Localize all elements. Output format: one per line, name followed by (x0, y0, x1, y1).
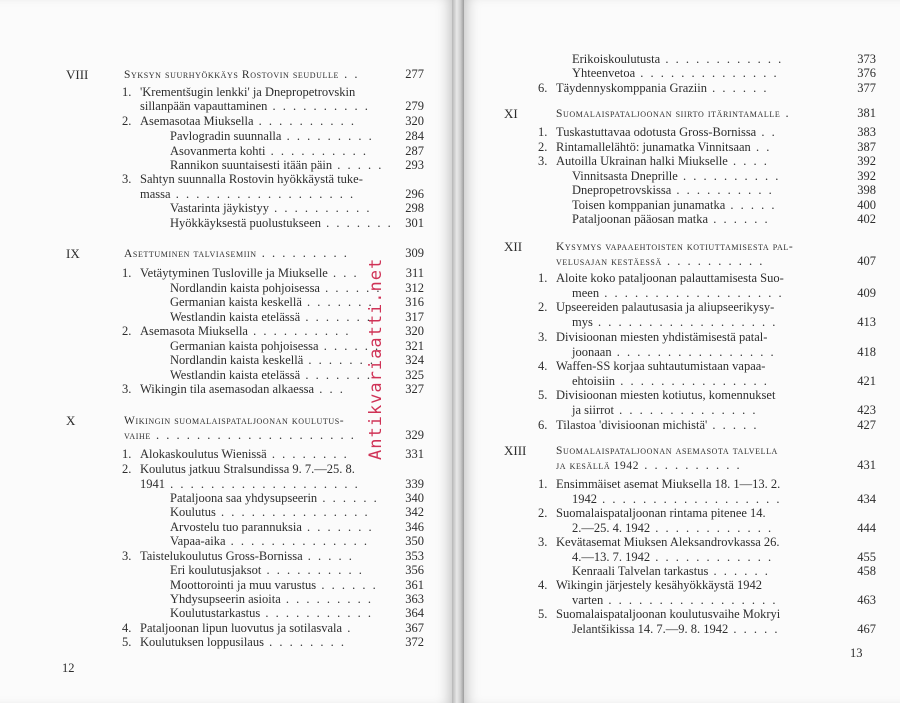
dot-leaders: . . . . . . . . . . (247, 324, 351, 338)
dot-leaders: . . . . . . (319, 281, 382, 295)
toc-entry-title: Vinnitsasta Dneprille (572, 169, 678, 183)
toc-page-number: 321 (405, 339, 424, 353)
dot-leaders: . . . . . . . . . . . . . . . . . . (170, 187, 356, 201)
dot-leaders: . . . . . . . . . (256, 246, 349, 260)
toc-entry-title: varten (572, 593, 604, 607)
toc-entry-number: 4. (538, 359, 548, 373)
toc-entry-title: Arvostelu tuo parannuksia (170, 520, 302, 534)
toc-page-number: 301 (405, 216, 424, 230)
toc-page-number: 284 (405, 129, 424, 143)
toc-entry-title: Vapaa-aika (170, 534, 226, 548)
toc-entry-number: 5. (122, 635, 132, 649)
toc-entry-title: Tilastoa 'divisioonan michistä' (556, 418, 708, 432)
toc-entry-title: mys (572, 315, 593, 329)
toc-entry-title: ehtoisiin (572, 374, 616, 388)
toc-entry-number: 6. (538, 81, 548, 95)
toc-entry-title: Autoilla Ukrainan halki Miukselle (556, 154, 728, 168)
toc-page-number: 409 (857, 286, 876, 300)
toc-entry-number: 2. (122, 114, 132, 128)
toc-page-number: 277 (405, 67, 424, 81)
toc-entry-title: Divisioonan miesten kotiutus, komennukset (556, 388, 776, 402)
toc-page-number: 376 (857, 66, 876, 80)
chapter-roman-numeral: X (66, 413, 76, 428)
toc-entry-number: 4. (122, 621, 132, 635)
toc-page-number: 392 (857, 154, 876, 168)
toc-entry-title: ja kesällä 1942 (556, 460, 640, 472)
dot-leaders: . . . . . . . . . . . . . . . . . . (597, 492, 782, 506)
toc-entry-title: meen (572, 286, 600, 300)
toc-entry-title: vaihe (124, 430, 151, 442)
toc-page-number: 293 (405, 158, 424, 172)
toc-page-number: 383 (857, 125, 876, 139)
toc-entry-title: Aloite koko pataljoonan palauttamisesta Suo- (556, 271, 784, 285)
toc-page-number: 324 (405, 353, 424, 367)
toc-entry-number: 2. (538, 300, 548, 314)
toc-entry-title: joonaan (572, 345, 612, 359)
toc-entry-number: 2. (538, 506, 548, 520)
toc-entry-title: Kevätasemat Miuksen Aleksandrovkassa 26. (556, 535, 780, 549)
toc-page-number: 353 (405, 549, 424, 563)
toc-page-number: 329 (405, 428, 424, 442)
book-gutter (452, 0, 464, 703)
toc-entry-title: massa (140, 187, 171, 201)
toc-page-number: 427 (857, 418, 876, 432)
dot-leaders: . . (750, 140, 772, 154)
toc-page-number: 287 (405, 144, 424, 158)
watermark: Antikvariaatti.net (366, 257, 386, 460)
dot-leaders: . . . . . . . (301, 295, 374, 309)
dot-leaders: . . . . . . (708, 564, 770, 578)
toc-entry-number: 4. (538, 578, 548, 592)
toc-entry-title: Kysymys vapaaehtoisten kotiuttamisesta pal- (556, 241, 794, 253)
toc-page-number: 350 (405, 534, 424, 548)
dot-leaders: . . . . . . . (321, 216, 393, 230)
toc-entry-number: 2. (538, 140, 548, 154)
dot-leaders: . . . . . . . (303, 353, 376, 367)
toc-page-number: 402 (857, 212, 876, 226)
dot-leaders: . . . . . . . . . . (265, 144, 368, 158)
toc-entry-title: Jelantšikissa 14. 7.—9. 8. 1942 (572, 622, 729, 636)
toc-entry-title: Pataljoonan lipun luovutus ja sotilasvala (140, 621, 343, 635)
dot-leaders: . . . . . . (708, 212, 770, 226)
toc-entry-title: Suomalaispataljoonan asemasota talvella (556, 445, 778, 457)
toc-page-number: 387 (857, 140, 876, 154)
dot-leaders: . . . . . . . . . (280, 592, 373, 606)
toc-entry-title: Koulutus (170, 505, 216, 519)
toc-entry-title: Koulutuksen loppusilaus (140, 635, 264, 649)
toc-entry-title: Alokaskoulutus Wienissä (140, 447, 267, 461)
toc-entry-number: 1. (538, 477, 548, 491)
toc-entry-title: Rintamallelähtö: junamatka Vinnitsaan (556, 140, 751, 154)
dot-leaders: . . (338, 67, 360, 81)
toc-entry-title: Wikingin tila asemasodan alkaessa (140, 382, 315, 396)
dot-leaders: . . . . . . . . . . . . (660, 52, 784, 66)
toc-entry-title: Yhdysupseerin asioita (170, 592, 281, 606)
toc-entry-title: Germanian kaista pohjoisessa (170, 339, 319, 353)
toc-page-number: 327 (405, 382, 424, 396)
toc-entry-title: Kenraali Talvelan tarkastus (572, 564, 709, 578)
toc-entry-number: 5. (538, 388, 548, 402)
dot-leaders: . . (756, 125, 777, 139)
dot-leaders: . . . . . . . . . . (253, 114, 357, 128)
toc-page-number: 434 (857, 492, 876, 506)
toc-entry-title: Ensimmäiset asemat Miuksella 18. 1—13. 2. (556, 477, 781, 491)
toc-entry-title: Waffen-SS korjaa suhtautumistaan vapaa- (556, 359, 766, 373)
toc-entry-title: 2.—25. 4. 1942 (572, 521, 651, 535)
toc-page-number: 342 (405, 505, 424, 519)
toc-entry-title: Upseereiden palautusasia ja aliupseerikysy- (556, 300, 775, 314)
toc-page-number: 346 (405, 520, 424, 534)
toc-entry-number: 6. (538, 418, 548, 432)
dot-leaders: . . . . . . . . . . (261, 563, 364, 577)
toc-entry-title: Wikingin järjestely kesähyökkäystä 1942 (556, 578, 763, 592)
left-page-number: 12 (62, 661, 75, 675)
dot-leaders: . . . . . . . . (266, 447, 349, 461)
toc-entry-number: 3. (122, 382, 132, 396)
dot-leaders: . . . . . (728, 622, 780, 636)
toc-entry-title: 4.—13. 7. 1942 (572, 550, 651, 564)
toc-page-number: 356 (405, 563, 424, 577)
toc-page-number: 372 (405, 635, 424, 649)
toc-entry-title: Sahtyn suunnalla Rostovin hyökkäystä tuke- (140, 172, 363, 186)
toc-entry-number: 1. (122, 266, 132, 280)
dot-leaders: . . . . . (725, 198, 777, 212)
toc-entry-title: Rannikon suuntaisesti itään päin (170, 158, 333, 172)
toc-page-number: 413 (857, 315, 876, 329)
toc-page-number: 279 (405, 99, 424, 113)
dot-leaders: . . . . . . . . . . (639, 458, 742, 472)
toc-page-number: 363 (405, 592, 424, 606)
toc-page-number: 418 (857, 345, 876, 359)
toc-entry-title: Asovanmerta kohti (170, 144, 266, 158)
dot-leaders: . . . . . . . . . (281, 129, 374, 143)
dot-leaders: . . . . . . . . . . . . . . . . . . (592, 315, 778, 329)
toc-entry-title: Dnepropetrovskissa (572, 183, 672, 197)
toc-entry-title: 1941 (140, 477, 165, 491)
toc-entry-title: Westlandin kaista etelässä (170, 368, 301, 382)
toc-page-number: 296 (405, 187, 424, 201)
toc-page-number: 458 (857, 564, 876, 578)
dot-leaders: . . . . . . . . . . (671, 183, 774, 197)
dot-leaders: . . . . . . . . . . . . . . . (615, 374, 769, 388)
toc-page-number: 377 (857, 81, 876, 95)
toc-page-number: 463 (857, 593, 876, 607)
toc-entry-number: 3. (538, 154, 548, 168)
dot-leaders: . . . . . . . . . . . . . . (225, 534, 370, 548)
dot-leaders: . . . . . . . . . . . (260, 606, 374, 620)
toc-entry-number: 3. (122, 549, 132, 563)
toc-entry-title: Pataljoona saa yhdysupseerin (170, 491, 318, 505)
toc-entry-title: Divisioonan miesten yhdistämisestä patal- (556, 330, 768, 344)
toc-page-number: 455 (857, 550, 876, 564)
toc-page-number: 398 (857, 183, 876, 197)
toc-entry-title: Suomalaispataljoonan siirto itärintamalle (556, 108, 781, 120)
right-toc (464, 0, 900, 703)
toc-entry-title: Toisen komppanian junamatka (572, 198, 726, 212)
toc-entry-number: 3. (122, 172, 132, 186)
toc-entry-title: Täydennyskomppania Graziin (556, 81, 707, 95)
toc-entry-title: Asemasota Miuksella (140, 324, 248, 338)
toc-entry-title: Suomalaispataljoonan rintama pitenee 14. (556, 506, 766, 520)
toc-entry-number: 2. (122, 324, 132, 338)
toc-page-number: 317 (405, 310, 424, 324)
toc-entry-title: sillanpään vapauttaminen (140, 99, 268, 113)
toc-entry-title: Nordlandin kaista pohjoisessa (170, 281, 320, 295)
toc-entry-title: Tuskastuttavaa odotusta Gross-Bornissa (556, 125, 757, 139)
toc-page-number: 340 (405, 491, 424, 505)
toc-entry-number: 1. (122, 447, 132, 461)
dot-leaders: . . . . . . . (300, 310, 372, 324)
toc-entry-title: Koulutustarkastus (170, 606, 261, 620)
dot-leaders: . . . . (727, 154, 769, 168)
toc-entry-title: Eri koulutusjaksot (170, 563, 262, 577)
toc-entry-title: Syksyn suurhyökkäys Rostovin seudulle (124, 69, 339, 81)
toc-entry-title: Asemasotaa Miuksella (140, 114, 254, 128)
toc-entry-number: 1. (538, 125, 548, 139)
toc-page-number: 407 (857, 254, 876, 268)
dot-leaders: . . . . . (707, 418, 759, 432)
toc-entry-number: 2. (122, 462, 132, 476)
toc-entry-title: Moottorointi ja muu varustus (170, 578, 317, 592)
dot-leaders: . . . . . . . . . . . . . . . . (611, 345, 776, 359)
dot-leaders: . . . . . . . . . . . . . . . . . (603, 593, 778, 607)
dot-leaders: . . . . . . . . (263, 635, 346, 649)
toc-page-number: 298 (405, 201, 424, 215)
toc-entry-title: Suomalaispataljoonan koulutusvaihe Mokryi (556, 607, 781, 621)
toc-page-number: 339 (405, 477, 424, 491)
toc-entry-number: 3. (538, 330, 548, 344)
toc-page-number: 361 (405, 578, 424, 592)
toc-entry-title: velusajan kestäessä (556, 256, 662, 268)
dot-leaders: . . . . . (332, 158, 384, 172)
toc-page-number: 431 (857, 458, 876, 472)
toc-page-number: 320 (405, 114, 424, 128)
toc-entry-title: Erikoiskoulutusta (572, 52, 661, 66)
toc-page-number: 309 (405, 246, 424, 260)
toc-page-number: 316 (405, 295, 424, 309)
dot-leaders: . . . . . . . . . . . . (650, 521, 774, 535)
dot-leaders: . . . . . . . . . . (661, 254, 765, 268)
toc-page-number: 325 (405, 368, 424, 382)
toc-entry-title: Nordlandin kaista keskellä (170, 353, 304, 367)
dot-leaders: . . . . . . (707, 81, 769, 95)
right-page-number: 13 (850, 646, 863, 660)
toc-page-number: 373 (857, 52, 876, 66)
dot-leaders: . . . (327, 266, 359, 280)
toc-entry-title: ja siirrot (572, 403, 615, 417)
toc-page-number: 444 (857, 521, 876, 535)
toc-entry-title: Taistelukoulutus Gross-Bornissa (140, 549, 303, 563)
chapter-roman-numeral: VIII (66, 67, 89, 82)
dot-leaders: . . . . . . . . . . . . . . . . . . . (165, 477, 360, 491)
toc-page-number: 400 (857, 198, 876, 212)
toc-entry-number: 1. (538, 271, 548, 285)
dot-leaders: . . . . . . . . . . . . . . (635, 66, 779, 80)
toc-entry-title: Hyökkäyksestä puolustukseen (170, 216, 322, 230)
toc-entry-title: Wikingin suomalaispataljoonan koulutus- (124, 415, 345, 427)
toc-entry-number: 1. (122, 85, 132, 99)
dot-leaders: . . . . . . . . . . . . . . . (215, 505, 370, 519)
dot-leaders: . . . . . . . . . . (268, 201, 372, 215)
toc-entry-title: Koulutus jatkuu Stralsundissa 9. 7.—25. 8. (140, 462, 355, 476)
dot-leaders: . . . . . . . . . . . . (650, 550, 774, 564)
dot-leaders: . . . . . . . . . . . . . . . . . . . . (150, 428, 356, 442)
chapter-roman-numeral: XII (504, 239, 523, 254)
dot-leaders: . . . . . . . . . . (267, 99, 370, 113)
toc-page-number: 312 (405, 281, 424, 295)
toc-entry-title: Pavlogradin suunnalla (170, 129, 282, 143)
toc-entry-title: Westlandin kaista etelässä (170, 310, 301, 324)
toc-entry-title: 1942 (572, 492, 597, 506)
toc-page-number: 331 (405, 447, 424, 461)
toc-entry-title: Yhteenvetoa (572, 66, 636, 80)
toc-entry-number: 5. (538, 607, 548, 621)
dot-leaders: . . . . . . (317, 491, 379, 505)
chapter-roman-numeral: IX (66, 246, 80, 261)
toc-page-number: 381 (857, 106, 876, 120)
right-page (464, 0, 900, 703)
toc-entry-number: 3. (538, 535, 548, 549)
toc-entry-title: Vastarinta jäykistyy (170, 201, 269, 215)
chapter-roman-numeral: XIII (504, 443, 527, 458)
chapter-roman-numeral: XI (504, 106, 518, 121)
toc-page-number: 421 (857, 374, 876, 388)
toc-page-number: 392 (857, 169, 876, 183)
toc-entry-title: Germanian kaista keskellä (170, 295, 302, 309)
toc-entry-title: 'Krementšugin lenkki' ja Dnepropetrovskin (140, 85, 356, 99)
toc-page-number: 311 (405, 266, 424, 280)
toc-page-number: 320 (405, 324, 424, 338)
toc-page-number: 423 (857, 403, 876, 417)
toc-page-number: 364 (405, 606, 424, 620)
toc-entry-title: Vetäytyminen Tusloville ja Miukselle (140, 266, 328, 280)
dot-leaders: . (342, 621, 353, 635)
dot-leaders: . . . . . . (318, 339, 381, 353)
dot-leaders: . . . . . . (316, 578, 378, 592)
dot-leaders: . . . . . . . . . . . . . . . . . . (599, 286, 784, 300)
dot-leaders: . (780, 106, 791, 120)
dot-leaders: . . . . . . . . . . (677, 169, 781, 183)
dot-leaders: . . . . . . . (301, 520, 374, 534)
dot-leaders: . . . . . (302, 549, 354, 563)
dot-leaders: . . . (314, 382, 345, 396)
toc-page-number: 367 (405, 621, 424, 635)
toc-page-number: 467 (857, 622, 876, 636)
dot-leaders: . . . . . . . . . . . . . . (614, 403, 758, 417)
toc-entry-title: Pataljoonan pääosan matka (572, 212, 709, 226)
dot-leaders: . . . . . . . (300, 368, 372, 382)
toc-entry-title: Asettuminen talviasemiin (124, 248, 257, 260)
